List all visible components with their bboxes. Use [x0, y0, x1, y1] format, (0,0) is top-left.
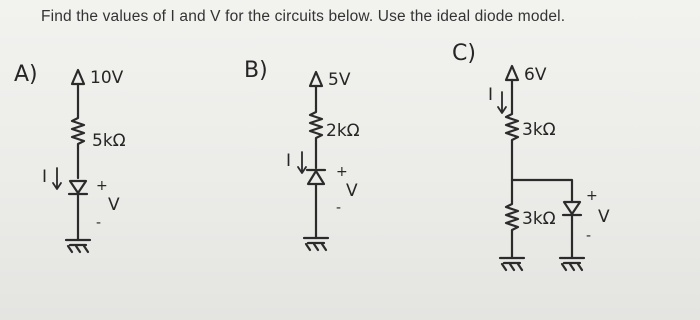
problem-instruction: Find the values of I and V for the circuits below. Use the ideal diode model. [41, 8, 566, 25]
circuit-c-diode-symbol [564, 202, 580, 214]
circuit-c [452, 41, 610, 270]
circuit-a [14, 62, 126, 252]
circuit-c-bottom-resistor-label: 3kΩ [522, 209, 556, 229]
circuit-b [244, 58, 360, 250]
circuit-a-resistor [72, 84, 84, 178]
circuit-a-voltage-label: V [108, 195, 120, 215]
circuit-b-diode-symbol [308, 171, 324, 184]
circuit-a-plus-sign: + [96, 178, 108, 194]
circuit-a-supply-arrow [72, 70, 84, 84]
circuit-a-supply-label: 10V [90, 68, 124, 88]
circuit-c-supply-label: 6V [524, 65, 547, 85]
circuit-a-minus-sign: - [96, 215, 102, 231]
circuit-a-current-arrow [53, 168, 61, 189]
circuit-b-supply-label: 5V [328, 70, 351, 90]
circuit-b-current-arrow [298, 152, 306, 173]
circuit-a-resistor-label: 5kΩ [92, 131, 126, 151]
circuit-b-resistor [310, 86, 322, 168]
circuit-c-top-resistor-label: 3kΩ [522, 120, 556, 140]
circuit-a-part-label: A) [14, 62, 38, 87]
circuit-c-part-label: C) [452, 41, 476, 66]
circuit-a-diode-symbol [70, 181, 86, 193]
circuit-b-plus-sign: + [336, 164, 348, 180]
circuit-c-plus-sign: + [586, 188, 598, 204]
circuit-c-minus-sign: - [586, 228, 592, 244]
circuit-b-ground-icon [304, 238, 328, 250]
circuit-b-voltage-label: V [346, 181, 358, 201]
circuit-c-voltage-label: V [598, 207, 610, 227]
circuit-a-ground-icon [66, 240, 90, 252]
circuit-b-current-label: I [286, 151, 292, 171]
circuit-c-branch-wire [512, 180, 572, 202]
circuit-a-current-label: I [42, 167, 48, 187]
circuit-c-current-arrow [498, 92, 506, 113]
circuit-b-supply-arrow [310, 72, 322, 86]
circuit-c-current-label: I [488, 85, 494, 105]
circuit-c-top-resistor [506, 80, 518, 180]
circuit-b-resistor-label: 2kΩ [326, 121, 360, 141]
circuit-c-left-ground-icon [500, 258, 524, 270]
circuit-c-right-ground-icon [560, 258, 584, 270]
circuit-b-part-label: B) [244, 58, 268, 83]
circuit-b-minus-sign: - [336, 200, 342, 216]
circuit-c-supply-arrow [506, 66, 518, 80]
circuit-c-bottom-resistor [506, 180, 518, 258]
